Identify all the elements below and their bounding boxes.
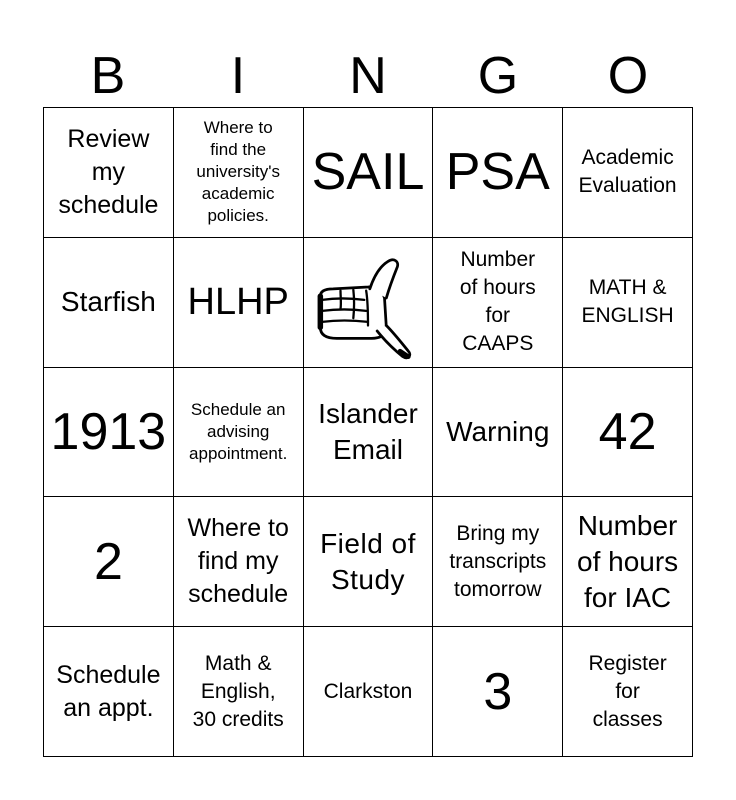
header-letter-n: N — [349, 47, 387, 105]
bingo-cell-i3[interactable] — [174, 368, 304, 498]
bingo-cell-b1[interactable] — [44, 108, 174, 238]
cell-label: Clarkston — [323, 679, 413, 703]
cell-label: 2 — [93, 532, 123, 591]
cell-label: Where to find my schedule — [187, 514, 289, 609]
bingo-cell-n3[interactable] — [304, 368, 434, 498]
bingo-header — [43, 44, 693, 108]
header-letter-g: G — [477, 47, 519, 105]
bingo-cell-g2[interactable] — [433, 238, 563, 368]
bingo-cell-n5[interactable] — [304, 627, 434, 757]
bingo-cell-n4[interactable] — [304, 497, 434, 627]
bingo-cell-o3[interactable] — [563, 368, 693, 498]
cell-label: Math & English, 30 credits — [192, 651, 284, 731]
bingo-cell-b5[interactable] — [44, 627, 174, 757]
bingo-free-space[interactable] — [304, 238, 434, 368]
bingo-cell-o2[interactable] — [563, 238, 693, 368]
bingo-cell-o5[interactable] — [563, 627, 693, 757]
cell-label: Starfish — [60, 286, 156, 318]
cell-label: Bring my transcripts tomorrow — [449, 521, 547, 601]
cell-label: 42 — [598, 402, 657, 461]
header-letter-i: I — [230, 47, 246, 105]
bingo-cell-g1[interactable] — [433, 108, 563, 238]
cell-label: Where to find the university's academic policies. — [196, 118, 280, 226]
cell-label: Islander Email — [318, 397, 418, 465]
bingo-cell-o1[interactable] — [563, 108, 693, 238]
bingo-cell-g4[interactable] — [433, 497, 563, 627]
cell-label: SAIL — [311, 143, 425, 202]
bingo-cell-b2[interactable] — [44, 238, 174, 368]
cell-label: Number of hours for CAAPS — [459, 248, 536, 356]
header-letter-o: O — [607, 47, 649, 105]
bingo-cell-n1[interactable] — [304, 108, 434, 238]
cell-label: Warning — [446, 415, 550, 447]
cell-label: Number of hours for IAC — [577, 509, 679, 613]
cell-label: Register for classes — [588, 651, 667, 731]
bingo-cell-g5[interactable] — [433, 627, 563, 757]
bingo-board — [43, 107, 693, 757]
bingo-cell-b3[interactable] — [44, 368, 174, 498]
bingo-cell-o4[interactable] — [563, 497, 693, 627]
cell-label: Schedule an appt. — [56, 660, 161, 722]
cell-label: 1913 — [50, 402, 167, 461]
cell-label: Schedule an advising appointment. — [189, 399, 288, 463]
cell-label: PSA — [445, 143, 550, 202]
bingo-cell-b4[interactable] — [44, 497, 174, 627]
cell-label: Field of Study — [320, 527, 416, 595]
shaka-hand-icon — [313, 238, 423, 368]
bingo-cell-g3[interactable] — [433, 368, 563, 498]
bingo-cell-i1[interactable] — [174, 108, 304, 238]
cell-label: HLHP — [187, 281, 289, 324]
cell-label: Review my schedule — [58, 124, 159, 219]
bingo-cell-i5[interactable] — [174, 627, 304, 757]
header-letter-b: B — [90, 47, 126, 105]
bingo-cell-i4[interactable] — [174, 497, 304, 627]
bingo-cell-i2[interactable] — [174, 238, 304, 368]
cell-label: 3 — [483, 662, 513, 721]
cell-label: Academic Evaluation — [578, 146, 677, 198]
cell-label: MATH & ENGLISH — [581, 276, 674, 328]
